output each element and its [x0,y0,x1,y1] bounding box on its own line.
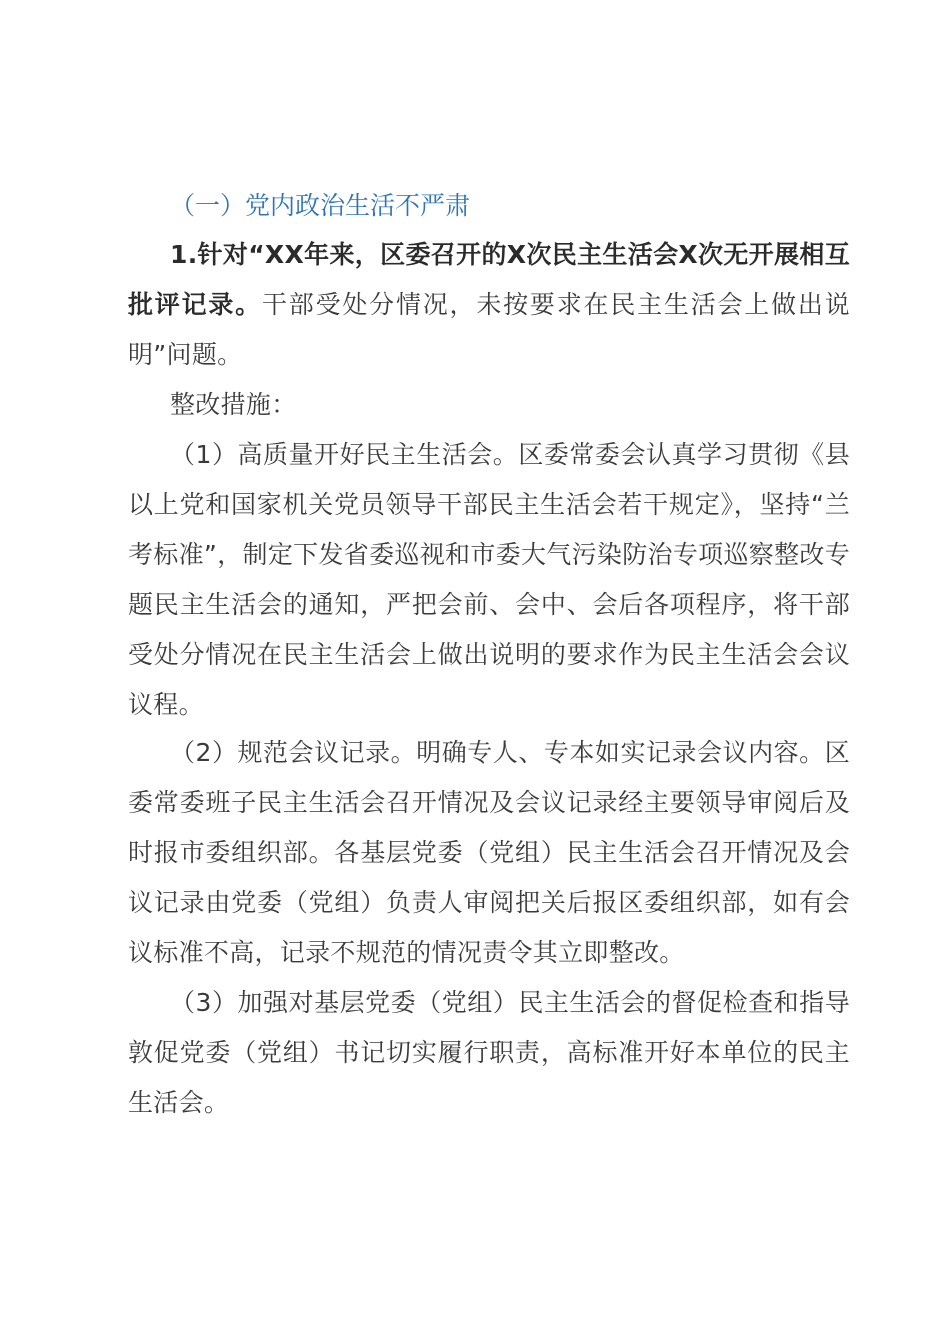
section-heading: （一）党内政治生活不严肃 [170,191,471,220]
measure-item-2: （2）规范会议记录。明确专人、专本如实记录会议内容。区委常委班子民主生活会召开情况及会议记录经主要领导审阅后及时报市委组织部。各基层党委（党组）民主生活会召开情况及会议记录由党委（党组）负责人审阅把关后报区委组织部，如有会议标准不高，记录不规范的情况责令其立即整改。 [128,738,850,967]
measure-item-1: （1）高质量开好民主生活会。区委常委会认真学习贯彻《县以上党和国家机关党员领导干部民主生活会若干规定》，坚持“兰考标准”，制定下发省委巡视和市委大气污染防治专项巡察整改专题民主生活会的通知，严把会前、会中、会后各项程序，将干部受处分情况在民主生活会上做出说明的要求作为民主生活会会议议程。 [128,440,850,719]
problem-paragraph [128,230,850,380]
measures-heading: 整改措施： [170,390,297,419]
measure-item-3: （3）加强对基层党委（党组）民主生活会的督促检查和指导敦促党委（党组）书记切实履行职责，高标准开好本单位的民主生活会。 [128,988,850,1117]
problem-normal-text: 干部受处分情况，未按要求在民主生活会上做出说明”问题。 [128,290,850,369]
problem-bold-text: 1.针对“XX年来，区委召开的X次民主生活会X次无开展相互批评记录。 [128,240,850,319]
